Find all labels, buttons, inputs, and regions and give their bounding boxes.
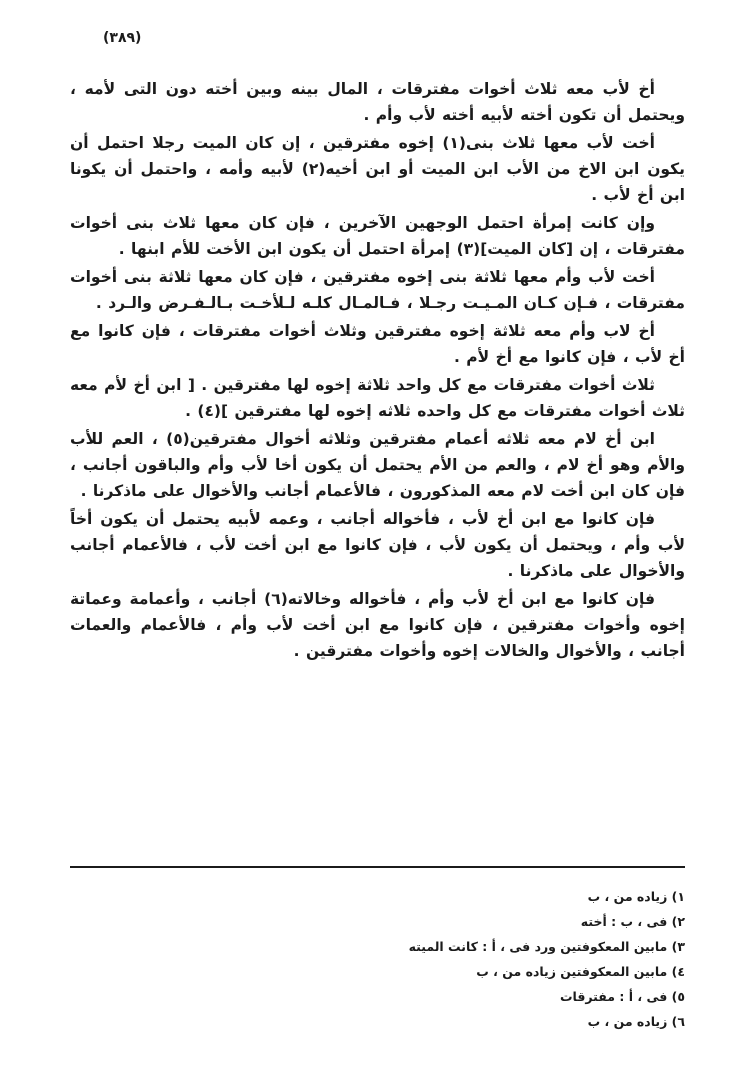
paragraph-7: ابن أخ لام معه ثلاثه أعمام مفترقين وثلاثه أخوال مفترقين(٥) ، العم للأب والأم وهو أخ لام ، والعم من الأم يحتمل أن يكون أخا لأب وأم والباقون أجانب ، فإن كان ابن أخت لام معه المذكورون ، فالأعمام أجانب والأخوال على ماذكرنا . xyxy=(70,430,685,500)
footnote-item-3: ٣) مابين المعكوفتين ورد فى ، أ : كانت الميته xyxy=(408,939,685,954)
paragraph-5: أخ لاب وأم معه ثلاثة إخوه مفترقين وثلاث أخوات مفترقات ، فإن كانوا مع أخ لأب ، فإن كانوا مع أخ لأم . xyxy=(70,322,685,366)
paragraph-4: أخت لأب وأم معها ثلاثة بنى إخوه مفترقين ، فإن كان معها ثلاثة بنى أخوات مفترقات ، فـإن كـان المـيـت رجـلا ، فـالمـال كلـه لـلأخـت بـالـفـرض والـرد . xyxy=(70,268,685,312)
footnote-item-4: ٤) مابين المعكوفتين زياده من ، ب xyxy=(476,964,685,979)
page-number: (٣٨٩) xyxy=(103,30,142,46)
footnote-item-6: ٦) زياده من ، ب xyxy=(587,1014,685,1029)
footnote-item-5: ٥) فى ، أ : مفترقات xyxy=(559,989,685,1004)
footnote-item-2: ٢) فى ، ب : أخته xyxy=(580,914,685,929)
footnote-item-1: ١) زياده من ، ب xyxy=(587,889,685,904)
body-text xyxy=(70,76,685,666)
paragraph-9: فإن كانوا مع ابن أخ لأب وأم ، فأخواله وخالاته(٦) أجانب ، وأعمامة وعماتة إخوه وأخوات مفترقين ، فإن كانوا مع ابن أخت لأب وأم ، فالأعمام والعمات أجانب ، والأخوال والخالات إخوه وأخوات مفترقين . xyxy=(70,590,685,660)
paragraph-2: أخت لأب معها ثلاث بنى(١) إخوه مفترقين ، إن كان الميت رجلا احتمل أن يكون ابن الاخ من الأب ابن الميت أو ابن أخيه(٢) لأبيه وأمه ، واحتمل أن يكونا ابن أخ لأب . xyxy=(70,134,685,204)
footnotes-section xyxy=(70,866,685,1034)
paragraph-8: فإن كانوا مع ابن أخ لأب ، فأخواله أجانب ، وعمه لأبيه يحتمل أن يكون أخاً لأب وأم ، ويحتمل أن يكون لأب ، فإن كانوا مع ابن أخت لأب ، فالأعمام أجانب والأخوال على ماذكرنا . xyxy=(70,510,685,580)
paragraph-1: أخ لأب معه ثلاث أخوات مفترقات ، المال بينه وبين أخته دون التى لأمه ، ويحتمل أن تكون أخته لأبيه أخته لأب وأم . xyxy=(70,80,685,124)
paragraph-6: ثلاث أخوات مفترقات مع كل واحد ثلاثة إخوه لها مفترقين . [ ابن أخ لأم معه ثلاث أخوات مفترقات مع كل واحده ثلاثه إخوه لها مفترقين ](٤) . xyxy=(70,376,685,420)
footnote-divider xyxy=(70,866,685,868)
paragraph-3: وإن كانت إمرأة احتمل الوجهين الآخرين ، فإن كان معها ثلاث بنى أخوات مفترقات ، إن [كان الميت](٣) إمرأة احتمل أن يكون ابن الأخت للأم ابنها . xyxy=(70,214,685,258)
